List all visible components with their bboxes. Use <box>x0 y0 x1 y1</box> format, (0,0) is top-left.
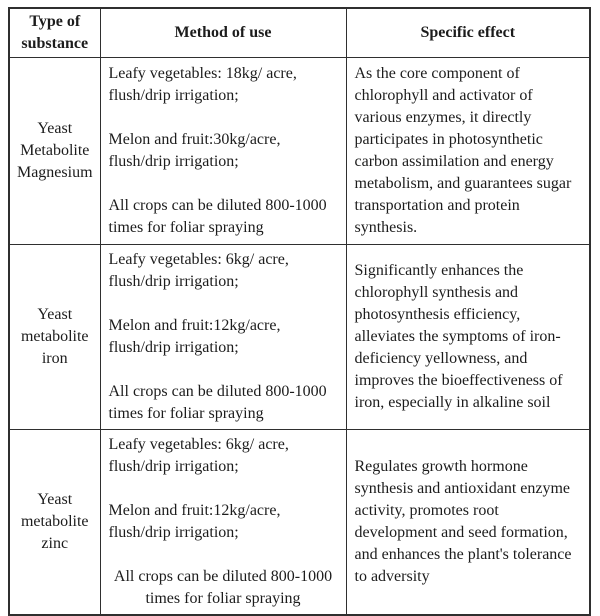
effect-cell-magnesium <box>346 58 590 245</box>
table-row-iron <box>9 245 590 430</box>
method-paragraph-leafy: Leafy vegetables: 6kg/ acre, flush/drip irrigation; <box>108 251 289 290</box>
column-header-specific-effect: Specific effect <box>346 8 590 58</box>
method-paragraph-melon: Melon and fruit:12kg/acre, flush/drip irrigation; <box>108 317 281 356</box>
effect-text: Significantly enhances the chlorophyll synthesis and photosynthesis efficiency, alleviates the symptoms of iron-deficiency yellowness, and improves the bioeffectiveness of iron, especially in alkaline soil <box>354 262 563 411</box>
substance-name-iron: Yeast metabolite iron <box>9 245 100 430</box>
method-paragraph-foliar: All crops can be diluted 800-1000 times for foliar spraying <box>108 383 327 422</box>
method-paragraph-leafy: Leafy vegetables: 6kg/ acre, flush/drip irrigation; <box>108 436 289 475</box>
method-paragraph-melon: Melon and fruit:12kg/acre, flush/drip irrigation; <box>108 502 281 541</box>
method-paragraph-leafy: Leafy vegetables: 18kg/ acre, flush/drip irrigation; <box>108 65 297 104</box>
substance-name-zinc: Yeast metabolite zinc <box>9 430 100 616</box>
effect-cell-iron <box>346 245 590 430</box>
table-row-zinc <box>9 430 590 616</box>
method-paragraph-melon: Melon and fruit:30kg/acre, flush/drip irrigation; <box>108 131 281 170</box>
method-cell-iron <box>100 245 346 430</box>
method-paragraph-foliar: All crops can be diluted 800-1000 times for foliar spraying <box>113 568 333 607</box>
effect-text: As the core component of chlorophyll and activator of various enzymes, it directly participates in photosynthetic carbon assimilation and energy metabolism, and guarantees sugar transportation and protein synthesis. <box>354 65 572 236</box>
column-header-method-of-use: Method of use <box>100 8 346 58</box>
method-cell-zinc <box>100 430 346 616</box>
method-cell-magnesium <box>100 58 346 245</box>
substance-table <box>8 7 591 616</box>
substance-name-magnesium: Yeast Metabolite Magnesium <box>9 58 100 245</box>
table-header-row <box>9 8 590 58</box>
effect-cell-zinc <box>346 430 590 616</box>
method-paragraph-foliar: All crops can be diluted 800-1000 times for foliar spraying <box>108 197 327 236</box>
table-row-magnesium <box>9 58 590 245</box>
effect-text: Regulates growth hormone synthesis and antioxidant enzyme activity, promotes root development and seed formation, and enhances the plant's tolerance to adversity <box>354 458 572 585</box>
column-header-type-of-substance: Type of substance <box>9 8 100 58</box>
